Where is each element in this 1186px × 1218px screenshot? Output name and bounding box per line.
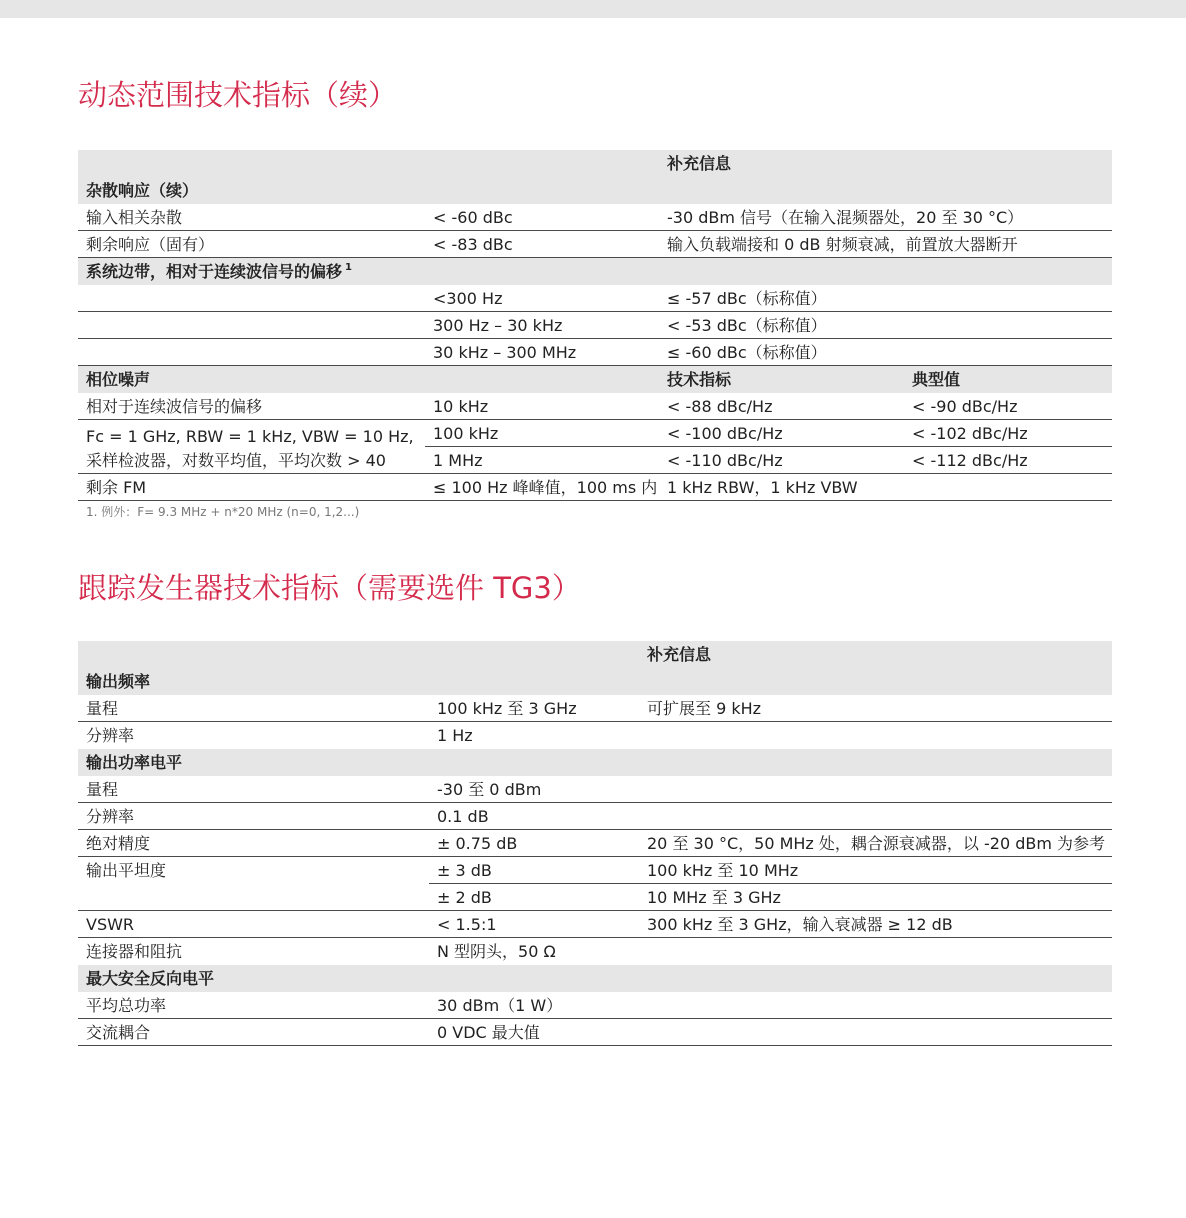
- row-spec: < -100 dBc/Hz: [667, 424, 783, 443]
- row-label: 剩余响应（固有）: [86, 235, 215, 254]
- table-row: [429, 857, 1112, 884]
- row-label: 相对于连续波信号的偏移: [86, 397, 263, 416]
- tracking-generator-table: [78, 641, 1112, 1046]
- row-note: ≤ -60 dBc（标称值）: [667, 343, 827, 362]
- table-row: [78, 938, 1112, 965]
- group-max-reverse: [78, 965, 1112, 992]
- row-note: -30 dBm 信号（在输入混频器处，20 至 30 °C）: [667, 208, 1024, 227]
- header-supplementary: 补充信息: [667, 154, 732, 173]
- table-row: [78, 722, 1112, 749]
- row-value: N 型阴头，50 Ω: [437, 942, 556, 961]
- footnote-ref: 1: [345, 262, 352, 273]
- group-label: 输出频率: [86, 672, 151, 691]
- header-typical: 典型值: [912, 370, 961, 389]
- section-title-dynamic-range: 动态范围技术指标（续）: [78, 78, 398, 112]
- table-row: [78, 803, 1112, 830]
- row-spec: < -110 dBc/Hz: [667, 451, 783, 470]
- group-label: 输出功率电平: [86, 753, 183, 772]
- group-phase-noise: [78, 366, 1112, 393]
- row-label: 量程: [86, 780, 119, 799]
- table-header-row: [78, 150, 1112, 177]
- row-label: VSWR: [86, 915, 135, 934]
- table-row: [78, 884, 1112, 911]
- group-output-power: [78, 749, 1112, 776]
- row-value: ≤ 100 Hz 峰峰值，100 ms 内: [433, 478, 658, 497]
- table-row: [78, 312, 1112, 339]
- header-spec: 技术指标: [667, 370, 732, 389]
- row-note: < -53 dBc（标称值）: [667, 316, 827, 335]
- conditions-line-2: 采样检波器，对数平均值，平均次数 > 40: [86, 451, 386, 470]
- row-value: 0.1 dB: [437, 807, 489, 826]
- row-note: 1 kHz RBW，1 kHz VBW: [667, 478, 858, 497]
- table-row: [425, 420, 1112, 447]
- row-note: 300 kHz 至 3 GHz，输入衰减器 ≥ 12 dB: [647, 915, 953, 934]
- table-row: [78, 204, 1112, 231]
- table-row: [78, 776, 1112, 803]
- table-row: [78, 231, 1112, 258]
- row-value: ± 2 dB: [437, 888, 492, 907]
- row-value: 30 dBm（1 W）: [437, 996, 563, 1015]
- row-label-flatness: 输出平坦度: [86, 861, 167, 880]
- footnote: 1. 例外：F= 9.3 MHz + n*20 MHz (n=0, 1,2...): [86, 505, 360, 519]
- row-value: < -60 dBc: [433, 208, 513, 227]
- row-label: 绝对精度: [86, 834, 151, 853]
- row-spec: < -88 dBc/Hz: [667, 397, 773, 416]
- row-label: 连接器和阻抗: [86, 942, 183, 961]
- row-label: 量程: [86, 699, 119, 718]
- row-value: 1 Hz: [437, 726, 473, 745]
- row-typical: < -102 dBc/Hz: [912, 424, 1028, 443]
- conditions-line-1: Fc = 1 GHz, RBW = 1 kHz, VBW = 10 Hz,: [86, 427, 414, 446]
- header-supplementary: 补充信息: [647, 645, 712, 664]
- table-row: [78, 695, 1112, 722]
- row-note: 输入负载端接和 0 dB 射频衰减，前置放大器断开: [667, 235, 1018, 254]
- row-label: 平均总功率: [86, 996, 167, 1015]
- row-typical: < -90 dBc/Hz: [912, 397, 1018, 416]
- table-row: [78, 1019, 1112, 1046]
- group-label: 相位噪声: [86, 370, 151, 389]
- row-value: 300 Hz – 30 kHz: [433, 316, 563, 335]
- row-value: < 1.5:1: [437, 915, 497, 934]
- row-note: 10 MHz 至 3 GHz: [647, 888, 781, 907]
- row-value: 10 kHz: [433, 397, 489, 416]
- row-label: 交流耦合: [86, 1023, 151, 1042]
- row-label: 分辨率: [86, 807, 135, 826]
- table-row: [78, 285, 1112, 312]
- table-header-row: [78, 641, 1112, 668]
- group-label: 最大安全反向电平: [86, 969, 215, 988]
- table-row: [78, 447, 1112, 474]
- section-title-tracking-generator: 跟踪发生器技术指标（需要选件 TG3）: [78, 571, 581, 605]
- row-note: 可扩展至 9 kHz: [647, 699, 762, 718]
- row-value: 1 MHz: [433, 451, 483, 470]
- row-value: 30 kHz – 300 MHz: [433, 343, 577, 362]
- table-row: [78, 911, 1112, 938]
- row-value: < -83 dBc: [433, 235, 513, 254]
- row-value: <300 Hz: [433, 289, 503, 308]
- row-value: 100 kHz: [433, 424, 499, 443]
- row-value: ± 3 dB: [437, 861, 492, 880]
- row-label: 输入相关杂散: [86, 208, 183, 227]
- row-label: 剩余 FM: [86, 478, 147, 497]
- row-value: -30 至 0 dBm: [437, 780, 542, 799]
- row-label: 分辨率: [86, 726, 135, 745]
- group-output-frequency: [78, 668, 1112, 695]
- group-sideband: [78, 258, 1112, 285]
- row-note: 100 kHz 至 10 MHz: [647, 861, 799, 880]
- top-bar: [0, 0, 1186, 18]
- group-label: 杂散响应（续）: [86, 181, 199, 200]
- table-row: [78, 830, 1112, 857]
- group-spurious: [78, 177, 1112, 204]
- table-row: [78, 339, 1112, 366]
- row-note: ≤ -57 dBc（标称值）: [667, 289, 827, 308]
- row-note: 20 至 30 °C，50 MHz 处，耦合源衰减器，以 -20 dBm 为参考: [647, 834, 1106, 853]
- row-value: ± 0.75 dB: [437, 834, 518, 853]
- table-row: [78, 393, 1112, 420]
- dynamic-range-table: [78, 150, 1112, 501]
- table-row: [78, 992, 1112, 1019]
- row-value: 0 VDC 最大值: [437, 1023, 540, 1042]
- row-value: 100 kHz 至 3 GHz: [437, 699, 577, 718]
- group-label: 系统边带，相对于连续波信号的偏移 $^1$: [86, 262, 352, 281]
- table-row: [78, 474, 1112, 501]
- row-typical: < -112 dBc/Hz: [912, 451, 1028, 470]
